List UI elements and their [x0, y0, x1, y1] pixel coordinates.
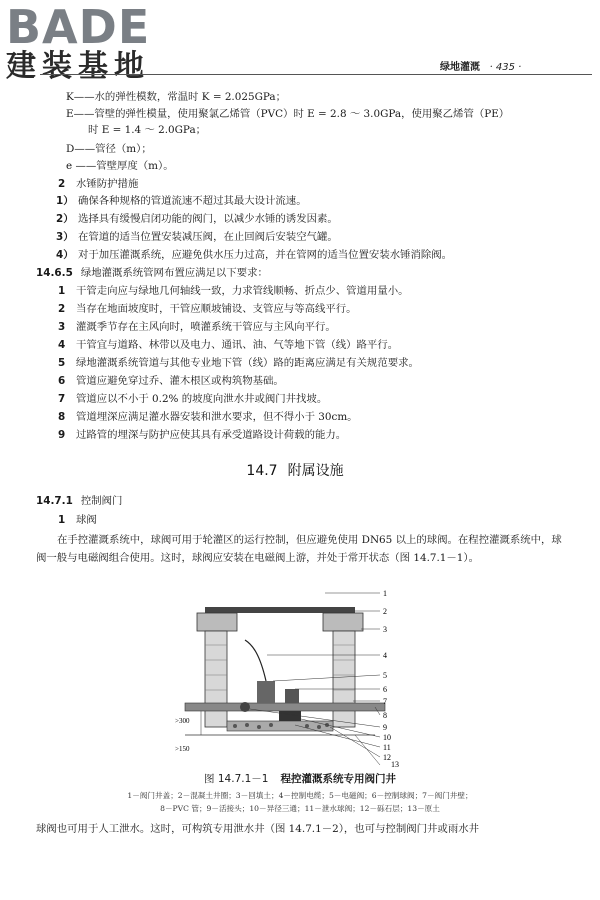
header-section: 绿地灌溉 — [440, 62, 480, 73]
list-item — [58, 393, 327, 406]
figure-caption — [0, 771, 600, 786]
list-item — [58, 285, 409, 298]
logo-subtitle: 建装基地 — [6, 49, 150, 84]
list-item — [56, 195, 307, 208]
list-item-number: 8 — [58, 411, 66, 423]
list-item-number: 1） — [56, 195, 74, 207]
pvc-pipe — [185, 703, 385, 711]
running-header — [440, 58, 590, 73]
well-wall-right — [333, 631, 355, 727]
section-heading-14-6-5 — [36, 267, 268, 280]
list-item-number: 2 — [58, 303, 66, 315]
list-item-number: 4 — [58, 339, 66, 351]
list-item-text: 灌溉季节存在主风向时，喷灌系统干管应与主风向平行。 — [76, 321, 336, 333]
list-item-number: 1 — [58, 285, 66, 297]
logo-wordmark: BADE — [6, 0, 151, 54]
solenoid-valve — [257, 681, 275, 703]
figure-title: 程控灌溉系统专用阀门井 — [280, 773, 396, 785]
list-item-text: 管道应避免穿过乔、灌木根区或构筑物基础。 — [76, 375, 284, 387]
list-item-text: 当存在地面坡度时，干管应顺坡铺设、支管应与等高线平行。 — [76, 303, 357, 315]
list-item-text: 管道应以不小于 0.2% 的坡度向泄水井或阀门井找坡。 — [76, 393, 328, 405]
list-item-text: 干管宜与道路、林带以及电力、通讯、油、气等地下管（线）路平行。 — [76, 339, 399, 351]
figure-callout: 9 — [383, 723, 387, 732]
subsection-number: 2 — [58, 178, 66, 190]
subsection-number: 1 — [58, 514, 66, 526]
list-item — [56, 249, 452, 262]
list-item — [58, 375, 284, 388]
figure-callout: 2 — [383, 607, 387, 616]
list-item-text: 对于加压灌溉系统，应避免供水压力过高，并在管网的适当位置安装水锤消除阀。 — [78, 249, 453, 261]
chapter-number: 14.7 — [246, 463, 278, 479]
list-item-number: 2） — [56, 213, 74, 225]
concrete-collar-right — [323, 613, 363, 631]
section-title: 绿地灌溉系统管网布置应满足以下要求： — [80, 267, 268, 279]
figure-legend-line2: 8－PVC 管；9－活接头；10－异径三通；11－泄水球阀；12－砾石层；13－原土 — [160, 804, 440, 813]
list-item-text: 选择具有缓慢启闭功能的阀门，以减少水锤的诱发因素。 — [78, 213, 338, 225]
well-cover — [205, 607, 355, 613]
list-item-text: 管道埋深应满足灌水器安装和泄水要求，但不得小于 30cm。 — [76, 411, 358, 423]
list-item-number: 4） — [56, 249, 74, 261]
list-item — [58, 339, 398, 352]
def-e-line1: E——管壁的弹性模量，使用聚氯乙烯管（PVC）时 E = 2.8 ～ 3.0GPa，使用聚乙烯管（PE） — [66, 108, 510, 120]
well-wall-left — [205, 631, 227, 727]
chapter-title: 附属设施 — [287, 463, 344, 479]
figure-callout: 12 — [383, 753, 391, 762]
concrete-collar-left — [197, 613, 237, 631]
figure-callout: 3 — [383, 625, 387, 634]
list-item-number: 5 — [58, 357, 66, 369]
figure-number: 图 14.7.1－1 — [204, 773, 269, 785]
figure-callout: 6 — [383, 685, 387, 694]
control-ball-valve — [285, 689, 299, 703]
figure-callout: 13 — [391, 760, 399, 767]
section-number: 14.6.5 — [36, 267, 73, 279]
list-item-number: 6 — [58, 375, 66, 387]
figure-callout: 7 — [383, 697, 387, 706]
body-paragraph: 在手控灌溉系统中，球阀可用于轮灌区的运行控制，但应避免使用 DN65 以上的球阀。在程控灌溉系统中，球阀一般与电磁阀组合使用。这时，球阀应安装在电磁阀上游，并处于常开状态（图 14.7.1－1）。 — [36, 534, 562, 564]
publisher-logo — [6, 0, 176, 88]
list-item-number: 7 — [58, 393, 66, 405]
list-item — [58, 429, 346, 442]
def-e-line2: 时 E = 1.4 ～ 2.0GPa； — [88, 124, 207, 136]
page-number: · 435 · — [489, 62, 522, 73]
def-k: K——水的弹性模数，常温时 K = 2.025GPa； — [66, 91, 286, 103]
list-item-number: 9 — [58, 429, 66, 441]
list-item-text: 绿地灌溉系统管道与其他专业地下管（线）路的距离应满足有关规范要求。 — [76, 357, 419, 369]
section-heading-14-7-1 — [36, 495, 122, 508]
list-item — [58, 357, 419, 370]
union-fitting — [240, 702, 250, 712]
figure-legend-line1: 1－阀门井盖；2－混凝土井圈；3－回填土；4－控制电缆；5－电磁阀；6－控制球阀；7－阀门井壁； — [127, 791, 473, 800]
list-item — [56, 231, 338, 244]
list-item-text: 干管走向应与绿地几何轴线一致，力求管线顺畅、折点少、管道用量小。 — [76, 285, 409, 297]
section-title: 控制阀门 — [80, 495, 123, 507]
list-item — [58, 321, 336, 334]
list-item-number: 3 — [58, 321, 66, 333]
figure-callout: 5 — [383, 671, 387, 680]
def-d: D——管径（m）； — [66, 143, 152, 155]
list-item-number: 3） — [56, 231, 74, 243]
figure-callout: 8 — [383, 711, 387, 720]
list-item — [56, 213, 338, 226]
list-item-text: 确保各种规格的管道流速不超过其最大设计流速。 — [78, 195, 307, 207]
control-cable — [245, 640, 266, 681]
figure-callout: 1 — [383, 589, 387, 598]
chapter-heading — [0, 460, 600, 480]
figure-callout: 11 — [383, 743, 391, 752]
body-paragraph: 球阀也可用于人工泄水。这时，可构筑专用泄水井（图 14.7.1－2），也可与控制阀门井或雨水井 — [36, 823, 479, 835]
figure-callout: 4 — [383, 651, 387, 660]
subsection-heading — [58, 514, 97, 527]
list-item — [58, 303, 357, 316]
list-item — [58, 411, 358, 424]
header-rule — [40, 74, 592, 75]
dimension-150: >150 — [175, 745, 190, 753]
subsection-heading — [58, 178, 138, 191]
section-number: 14.7.1 — [36, 495, 73, 507]
valve-well-diagram — [175, 585, 435, 767]
subsection-title: 球阀 — [76, 514, 97, 526]
list-item-text: 在管道的适当位置安装减压阀，在止回阀后安装空气罐。 — [78, 231, 338, 243]
dimension-300: >300 — [175, 717, 190, 725]
def-e-thickness: e ——管壁厚度（m）。 — [66, 160, 174, 172]
figure-callout: 10 — [383, 733, 391, 742]
list-item-text: 过路管的埋深与防护应使其具有承受道路设计荷载的能力。 — [76, 429, 347, 441]
subsection-title: 水锤防护措施 — [76, 178, 139, 190]
